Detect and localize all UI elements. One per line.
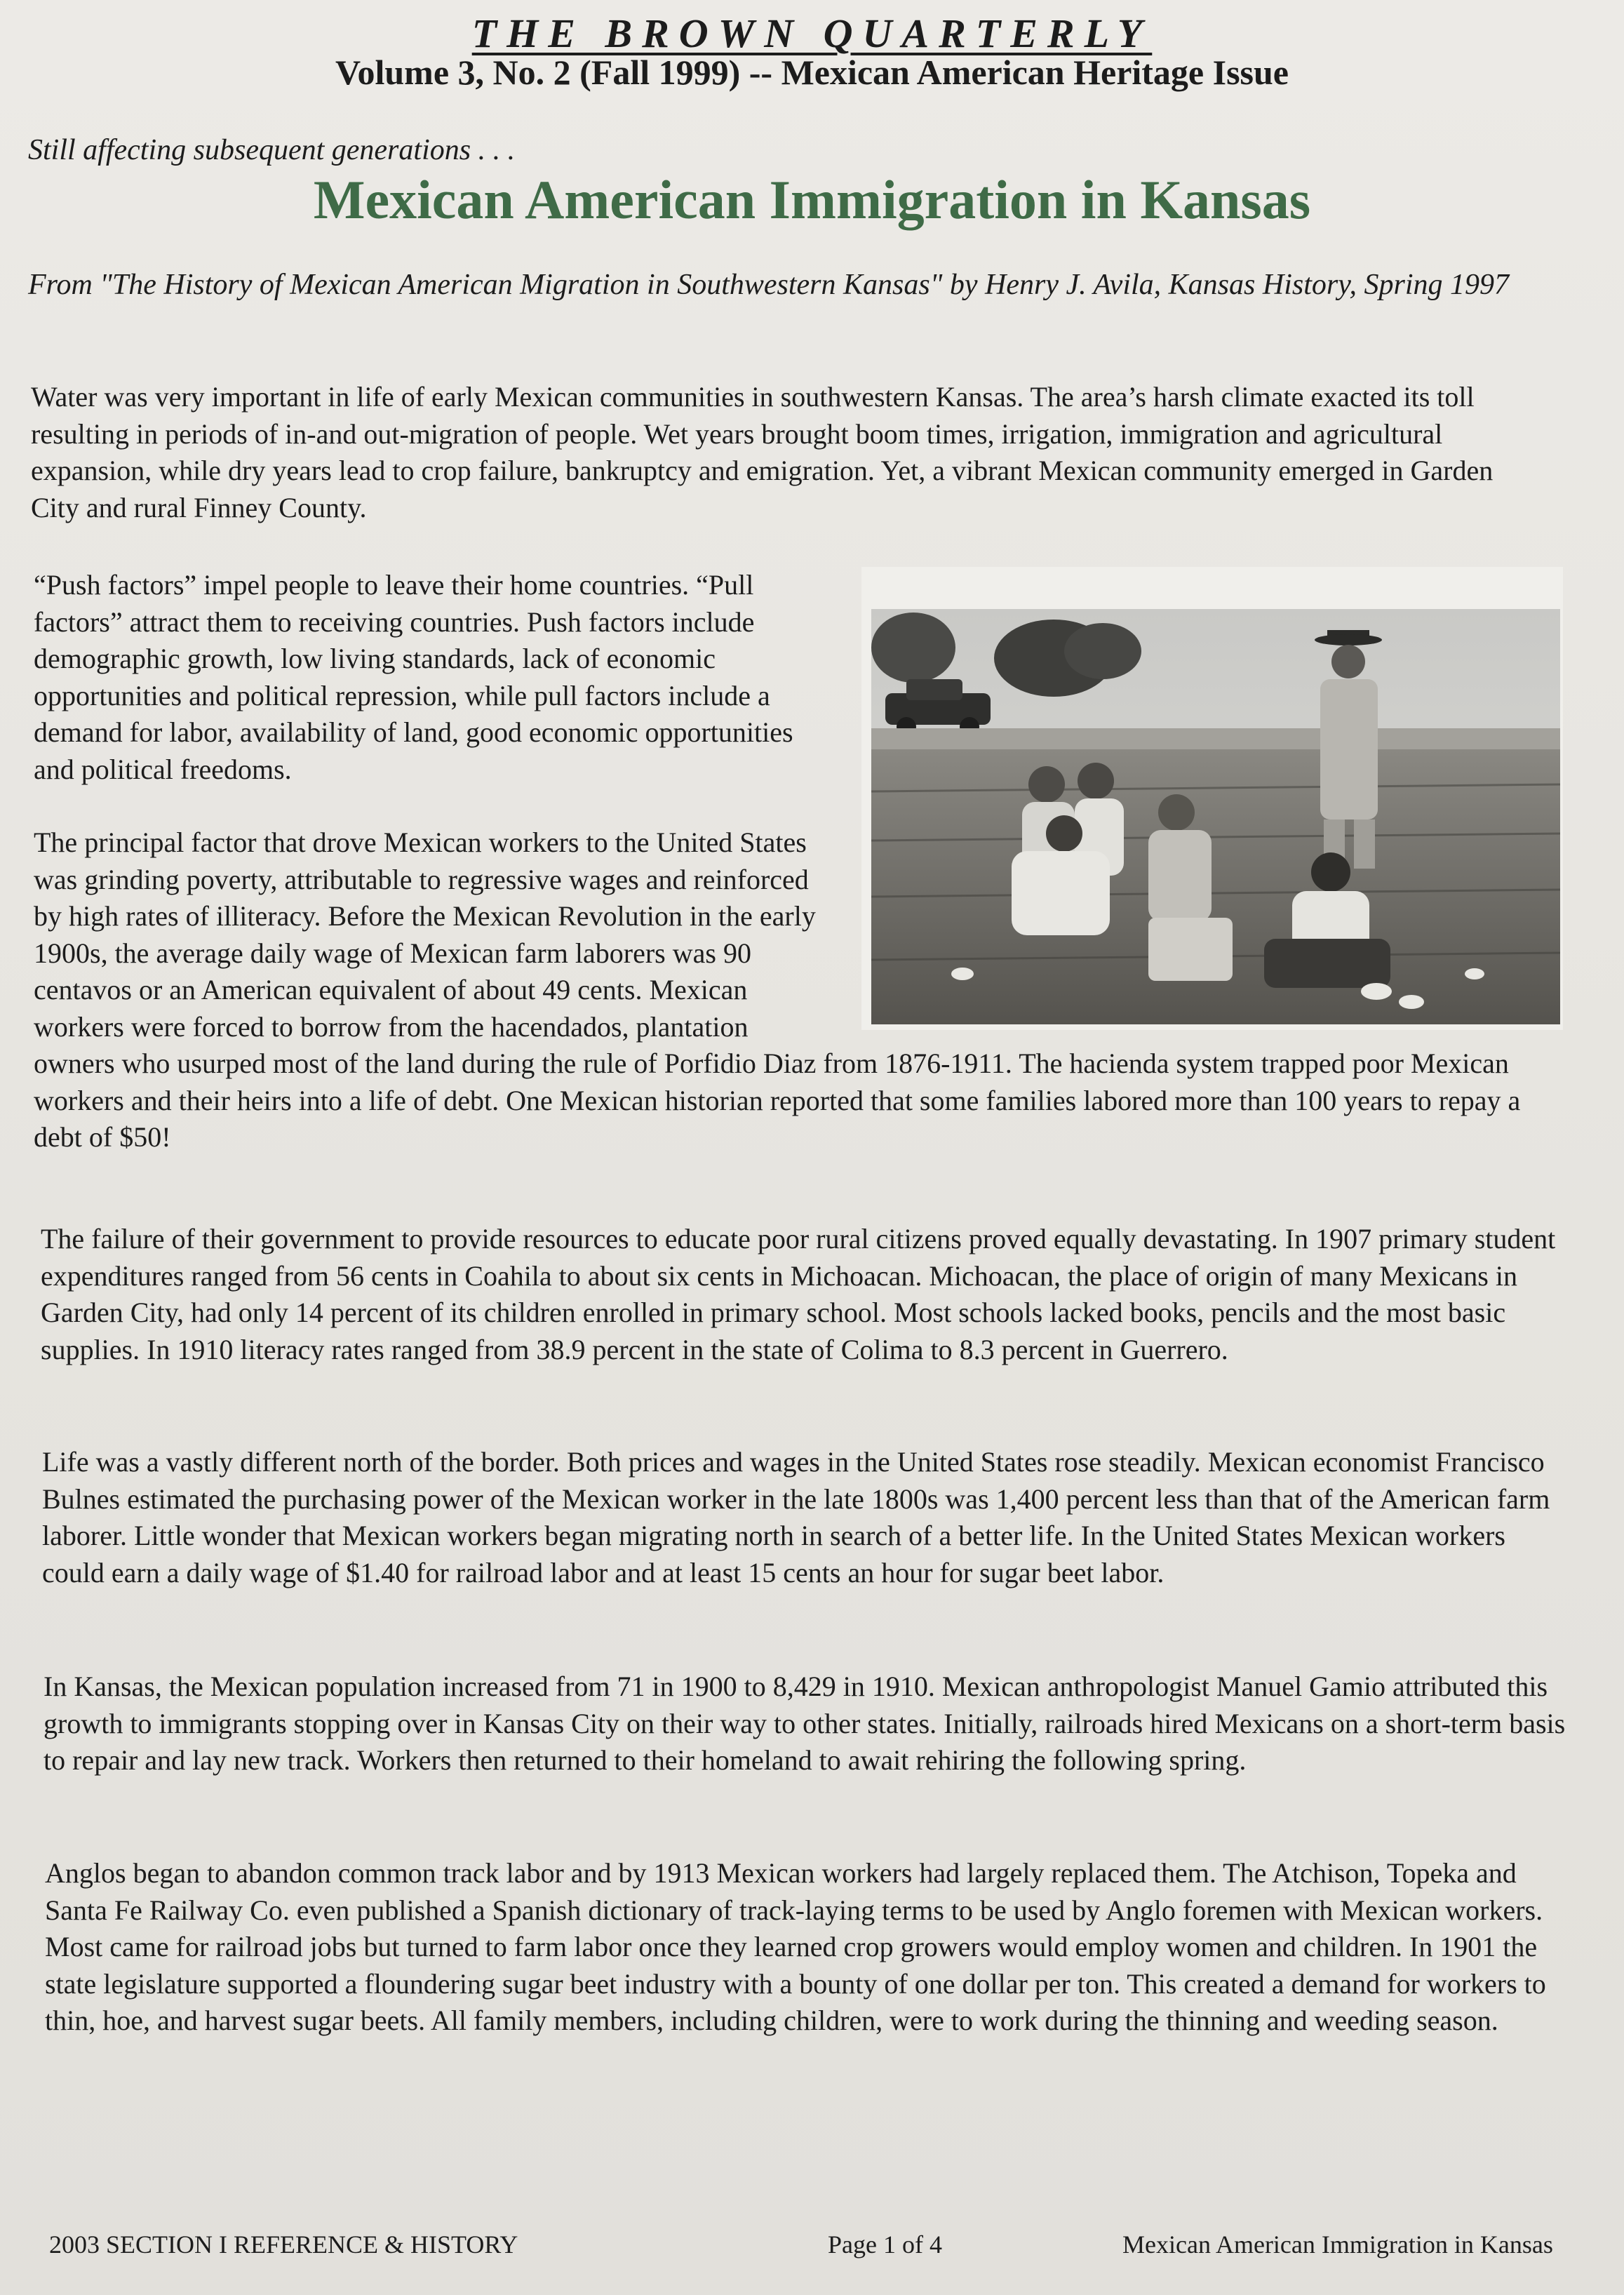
family-farm-workers-photo bbox=[871, 609, 1560, 1024]
paragraph-north-of-border: Life was a vastly different north of the border. Both prices and wages in the United States rose steadily. Mexican economist Francisco Bulnes estimated the purchasing power of the Mexican worker in the late 1800s was 1,400 percent less than that of the American farm laborer. Little wonder that Mexican workers began migrating north in search of a better life. In the United States Mexican workers could earn a daily wage of $1.40 for railroad labor and at least 15 cents an hour for sugar beet labor. bbox=[42, 1446, 1550, 1588]
historical-photo-frame bbox=[861, 567, 1563, 1030]
footer-page-number: Page 1 of 4 bbox=[828, 2230, 942, 2259]
volume-issue-line: Volume 3, No. 2 (Fall 1999) -- Mexican American Heritage Issue bbox=[335, 53, 1289, 92]
article-source-citation: From "The History of Mexican American Migration in Southwestern Kansas" by Henry J. Avila, Kansas History, Spring 1997 bbox=[28, 269, 1510, 301]
paragraph-kansas-population: In Kansas, the Mexican population increased from 71 in 1900 to 8,429 in 1910. Mexican anthropologist Manuel Gamio attributed this growth to immigrants stopping over in Kansas City on their way to other states. Initially, railroads hired Mexicans on a short-term basis to repair and lay new track. Workers then returned to their homeland to await rehiring the following spring. bbox=[43, 1671, 1566, 1776]
masthead-title: THE BROWN QUARTERLY bbox=[471, 11, 1153, 56]
photo-wrap-section bbox=[34, 567, 1563, 1156]
article-kicker: Still affecting subsequent generations . . . bbox=[28, 134, 516, 166]
paragraph-education: The failure of their government to provide resources to educate poor rural citizens proved equally devastating. In 1907 primary student expenditures ranged from 56 cents in Coahila to about six cents in Michoacan. Michoacan, the place of origin of many Mexicans in Garden City, had only 14 percent of its children enrolled in primary school. Most schools lacked books, pencils and the most basic supplies. In 1910 literacy rates ranged from 38.9 percent in the state of Colima to 8.3 percent in Guerrero. bbox=[41, 1223, 1556, 1365]
footer-article-title: Mexican American Immigration in Kansas bbox=[1122, 2230, 1553, 2259]
footer-section-label: 2003 SECTION I REFERENCE & HISTORY bbox=[49, 2230, 518, 2259]
paragraph-poverty: The principal factor that drove Mexican workers to the United States was grinding poverty, attributable to regressive wages and reinforced by high rates of illiteracy. Before the Mexican Revolution in the early 1900s, the average daily wage of Mexican farm laborers was 90 centavos or an American equivalent of about 49 cents. Mexican workers were forced to borrow from the hacendados, plantation owners who usurped most of the land during the rule of Porfidio Diaz from 1876-1911. The hacienda system trapped poor Mexican workers and their heirs into a life of debt. One Mexican historian reported that some families labored more than 100 years to repay a debt of $50! bbox=[34, 827, 1521, 1153]
article-title: Mexican American Immigration in Kansas bbox=[313, 169, 1311, 230]
paragraph-track-labor: Anglos began to abandon common track labor and by 1913 Mexican workers had largely replaced them. The Atchison, Topeka and Santa Fe Railway Co. even published a Spanish dictionary of track-laying terms to be used by Anglo foremen with Mexican workers. Most came for railroad jobs but turned to farm labor once they learned crop growers would employ women and children. In 1901 the state legislature supported a floundering sugar beet industry with a bounty of one dollar per ton. This created a demand for workers to thin, hoe, and harvest sugar beets. All family members, including children, were to work during the thinning and weeding season. bbox=[45, 1857, 1546, 2036]
paragraph-water: Water was very important in life of early Mexican communities in southwestern Kansas. The area’s harsh climate exacted its toll resulting in periods of in-and out-migration of people. Wet years brought boom times, irrigation, immigration and agricultural expansion, while dry years lead to crop failure, bankruptcy and emigration. Yet, a vibrant Mexican community emerged in Garden City and rural Finney County. bbox=[31, 381, 1494, 523]
paragraph-push-pull-factors: “Push factors” impel people to leave their home countries. “Pull factors” attract them to receiving countries. Push factors include demographic growth, low living standards, lack of economic opportunities and political repression, while pull factors include a demand for labor, availability of land, good economic opportunities and political freedoms. bbox=[34, 569, 793, 785]
